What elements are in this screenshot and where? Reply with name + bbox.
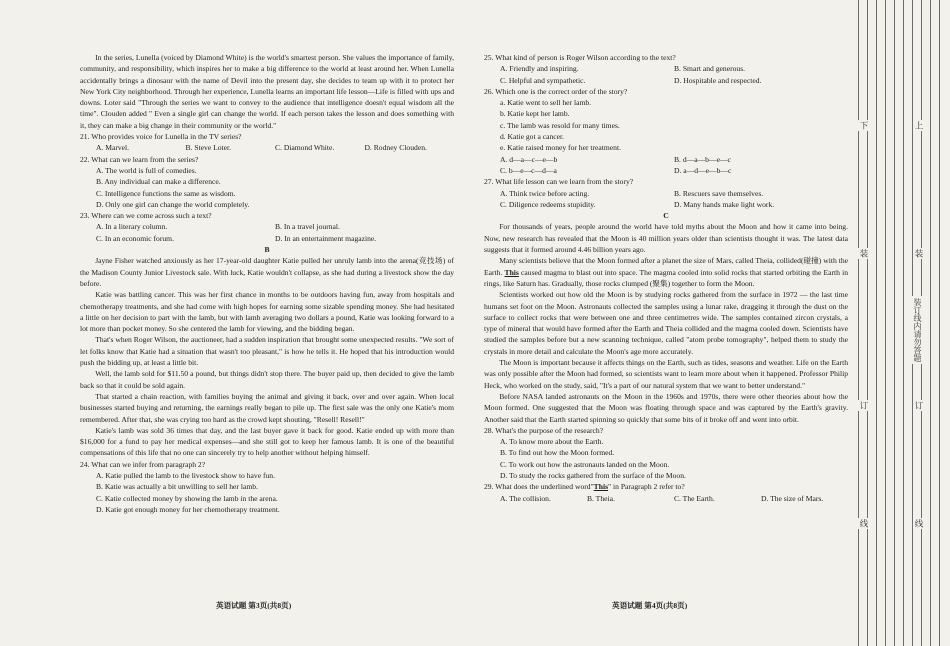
passage-b-paragraph-1: Jayne Fisher watched anxiously as her 17-year-old daughter Katie pulled her unruly lamb into the arena(竞技场) of the Madison County Junior Livestock sale. With luck, Katie wouldn't collapse, as she had during a livestock show the day before. (80, 256, 454, 288)
option-a: A. Marvel. (95, 143, 130, 153)
binding-line (903, 0, 904, 646)
binding-label-xia: 下 (859, 121, 869, 130)
paragraph-text: caused magma to blast out into space. The magma cooled into solid rocks that started orbiting the Earth in rings, like Saturn has. Gradually, those rocks clumped (聚集) together to form the Moon. (484, 267, 849, 288)
option-d: D. The size of Mars. (760, 493, 824, 503)
option-a: A. In a literary column. (95, 222, 168, 232)
event-c: c. The lamb was resold for many times. (499, 120, 620, 130)
binding-label-xian-left: 线 (859, 519, 869, 528)
binding-line (894, 0, 895, 646)
question-stem: 23. Where can we come across such a text? (80, 211, 212, 221)
binding-line (885, 0, 886, 646)
option-d: D. Rodney Clouden. (364, 143, 427, 153)
option-d: D. Katie got enough money for her chemotherapy treatment. (95, 504, 280, 514)
binding-line (939, 0, 940, 646)
binding-line (930, 0, 931, 646)
section-b-heading: B (264, 245, 270, 255)
option-b: B. In a travel journal. (274, 222, 340, 232)
option-c: C. b—e—c—d—a (499, 165, 557, 175)
option-a: A. Friendly and inspiring. (499, 64, 579, 74)
option-b: B. To find out how the Moon formed. (499, 448, 615, 458)
option-b: B. d—a—b—e—c (673, 154, 731, 164)
question-26 (484, 86, 848, 176)
section-c-heading: C (663, 211, 669, 221)
option-d: D. Hospitable and respected. (673, 75, 762, 85)
page-footer-left: 英语试题 第3页(共8页) (216, 601, 292, 610)
passage-c-paragraph-4: The Moon is important because it affects things on the Earth, such as tides, seasons and weather. Life on the Earth was only possible after the Moon had formed, so scientists want to learn more about when it happened. Professor Philip Heck, who worked on the study, said, "It's a part of our natural system that we want to better understand." (484, 358, 848, 390)
paragraph-text: Many scientists believe that the Moon formed after a planet the size of Mars, called Theia, collided(碰撞) with the Earth. (484, 256, 848, 277)
question-27 (484, 176, 848, 210)
question-25 (484, 52, 848, 86)
option-b: B. Steve Loter. (185, 143, 232, 153)
question-stem: 25. What kind of person is Roger Wilson according to the text? (484, 53, 676, 62)
option-a: A. Katie pulled the lamb to the livestock show to have fun. (95, 470, 275, 480)
page-footer-right: 英语试题 第4页(共8页) (612, 601, 688, 610)
binding-label-shang: 上 (914, 121, 924, 130)
binding-line (876, 0, 877, 646)
question-stem: 26. Which one is the correct order of the story? (484, 86, 628, 96)
passage-c-paragraph-5: Before NASA landed astronauts on the Moon in the 1960s and 1970s, there were other theories about how the Moon formed. One suggested that the Moon was floating through space and was captured by the Earth's gravity. Another said that the Earth started spinning so quickly that some bits of it broke off and went into orbit. (484, 391, 848, 424)
option-b: B. Any individual can make a difference. (95, 177, 221, 187)
option-c: C. To work out how the astronauts landed on the Moon. (499, 459, 670, 469)
question-stem: 28. What's the purpose of the research? (484, 425, 604, 435)
question-22 (80, 154, 454, 210)
binding-margin (858, 0, 950, 646)
question-24 (80, 459, 454, 515)
event-b: b. Katie kept her lamb. (499, 109, 570, 119)
left-page-column (80, 52, 454, 515)
binding-label-ding-left: 订 (859, 401, 869, 410)
option-c: C. In an economic forum. (95, 233, 174, 243)
binding-label-xian-right: 线 (914, 519, 924, 528)
question-stem: 22. What can we learn from the series? (80, 154, 199, 164)
option-b: B. Katie was actually a bit unwilling to sell her lamb. (95, 482, 258, 492)
passage-c-paragraph-1: For thousands of years, people around the world have told myths about the Moon and how it came into being. Now, new research has revealed that the Moon is 40 million years older than scientists thought it was. The latest data suggests that it formed around 4.46 billion years ago. (484, 222, 848, 255)
passage-a-final-paragraph: In the series, Lunella (voiced by Diamond White) is the world's smartest person. She values the importance of family, community, and responsibility, which inspires her to make a big difference to the world at least around her. When Lunella accidentally brings a dinosaur with the name of Devil into the present day, she decides to team up with it to protect her New York City neighborhood. Through her experience, Lunella learns an important life lesson—Life is filled with ups and downs. Loter said "Through the series we want to convey to the audience that intelligence doesn't equal wisdom all the time". Clouden added " Even a single girl can change the world. If each person takes the lesson and does something with it, they can make a big change in their community or the world." (80, 53, 454, 130)
option-a: A. The collision. (499, 493, 551, 503)
option-d: D. Only one girl can change the world completely. (95, 199, 250, 209)
option-b: B. Rescuers save themselves. (673, 188, 764, 198)
event-a: a. Katie went to sell her lamb. (499, 98, 592, 108)
binding-label-ding-right: 订 (914, 401, 924, 410)
stem-text: 29. What does the underlined word" (484, 482, 594, 492)
stem-underlined-word: This (593, 482, 609, 492)
binding-line (858, 0, 859, 646)
passage-b-paragraph-3: That's when Roger Wilson, the auctioneer, had a sudden inspiration that brought some unexpected results. "We sort of let folks know that Katie had a situation that wasn't too pleasant," is how he tells it. He hoped that his introduction would push the bidding up, at least a little bit. (80, 335, 454, 368)
option-c: C. The Earth. (673, 493, 715, 503)
option-a: A. Think twice before acting. (499, 188, 590, 198)
option-d: D. Many hands make light work. (673, 199, 775, 209)
option-d: D. In an entertainment magazine. (274, 233, 377, 243)
passage-b-paragraph-6: Katie's lamb was sold 36 times that day, and the last buyer gave it back for good. Katie ended up with more than $16,000 for a fund to pay her medical expenses—and she still got to keep her famous lamb. It is one of the beautiful compensations of this life that no one can sincerely try to help another without helping himself. (80, 425, 454, 458)
question-23 (80, 210, 454, 244)
option-a: A. To know more about the Earth. (499, 437, 604, 447)
event-d: d. Katie got a cancer. (499, 132, 565, 142)
passage-b-paragraph-4: Well, the lamb sold for $11.50 a pound, but things didn't stop there. The buyer paid up, then decided to give the lamb back so that it could be sold again. (80, 369, 454, 390)
passage-b-paragraph-2: Katie was battling cancer. This was her first chance in months to be outdoors having fun, away from hospitals and chemotherapy treatments, and she had come with high hopes for earning some sizable spending money. She had hesitated a little on her decision to part with the lamb, but with lamb averaging two dollars a pound, Katie was looking forward to a lot more than pocket money. So she centered the lamb for viewing, and the bidding began. (80, 290, 454, 334)
question-stem: 21. Who provides voice for Lunella in the TV series? (80, 132, 242, 142)
binding-label-zhuang-right: 装 (914, 249, 924, 258)
passage-c-paragraph-3: Scientists worked out how old the Moon is by studying rocks gathered from the surface in 1972 — the last time humans set foot on the Moon. Astronauts collected the samples using a lunar rake, dragging it through the dust on the surface to collect rocks that were between one and three centimetres wide. The samples contained zircon crystals, a type of mineral that would have formed after the Earth and Theia collided and the magma cooled down. Scientists have studied the samples before but a new scanning technique, called "atom probe tomography", helped them to study the crystals in more detail and calculate the Moon's age more accurately. (484, 290, 848, 356)
option-c: C. Diamond White. (274, 143, 335, 153)
passage-b-paragraph-5: That started a chain reaction, with families buying the animal and giving it back, over and over again. When local businesses started buying and returning, the earnings really began to pile up. The first sale was the only one Katie's mom remembered. After that, she was crying too hard as the crowd kept shouting, "Resell! Resell!" (80, 391, 454, 424)
option-c: C. Helpful and sympathetic. (499, 75, 586, 85)
underlined-word-this: This (504, 267, 519, 277)
option-c: C. Intelligence functions the same as wisdom. (95, 188, 236, 198)
option-b: B. Theia. (586, 493, 615, 503)
binding-notice: 装订线内请勿答题 (913, 298, 922, 362)
option-d: D. a—d—e—b—c (673, 165, 732, 175)
option-c: C. Katie collected money by showing the lamb in the arena. (95, 493, 278, 503)
question-29 (484, 481, 848, 504)
option-a: A. d—a—c—e—b (499, 154, 558, 164)
event-e: e. Katie raised money for her treatment. (499, 143, 621, 153)
binding-line (867, 0, 868, 646)
question-21 (80, 131, 454, 154)
right-page-column (484, 52, 848, 504)
stem-text: " in Paragraph 2 refer to? (608, 482, 685, 492)
question-28 (484, 425, 848, 481)
binding-label-zhuang-left: 装 (859, 249, 869, 258)
question-stem (484, 481, 848, 492)
question-stem: 27. What life lesson can we learn from the story? (484, 177, 634, 187)
option-d: D. To study the rocks gathered from the surface of the Moon. (499, 470, 686, 480)
option-c: C. Diligence redeems stupidity. (499, 199, 596, 209)
question-stem: 24. What can we infer from paragraph 2? (80, 459, 206, 469)
passage-c-paragraph-2 (484, 255, 848, 289)
option-a: A. The world is full of comedies. (95, 165, 197, 175)
option-b: B. Smart and generous. (673, 64, 746, 74)
